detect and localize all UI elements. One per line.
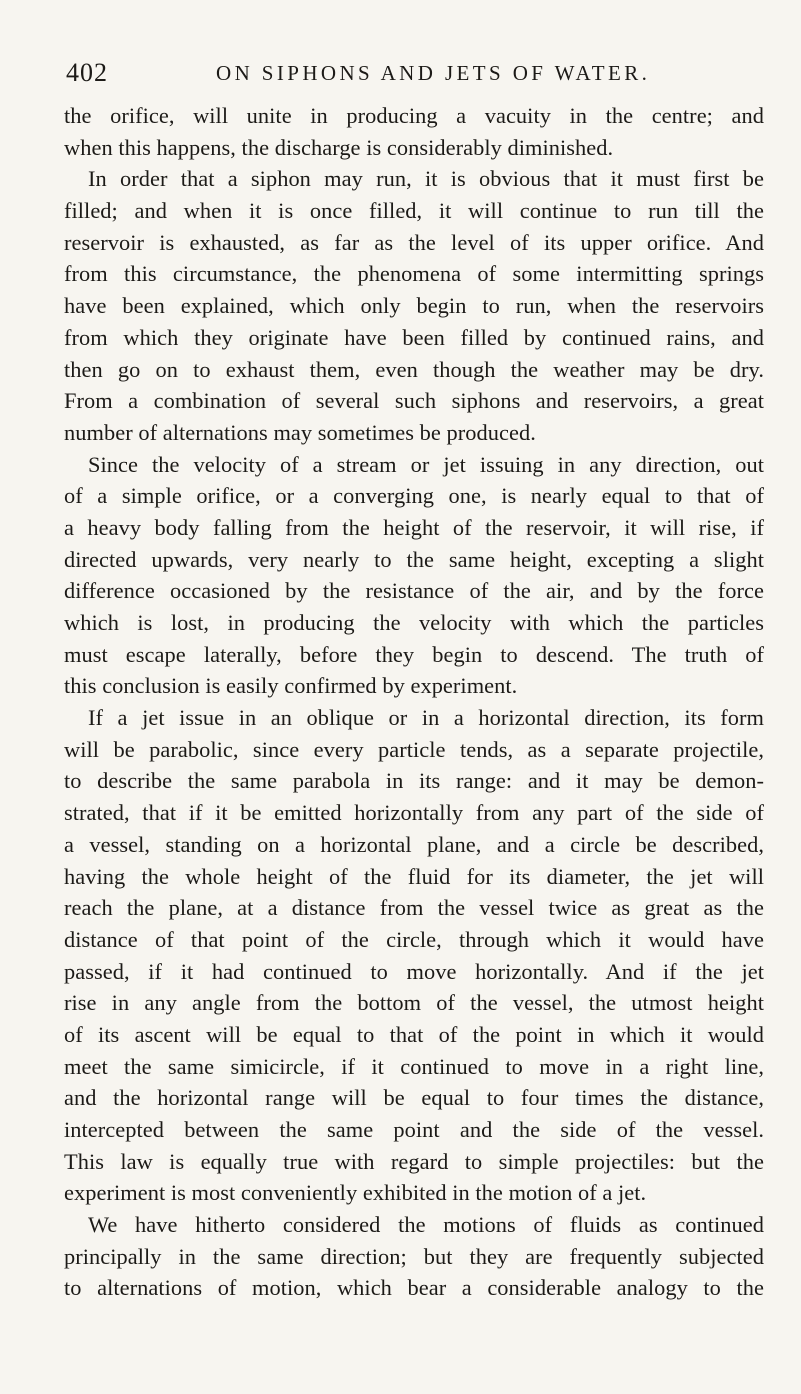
text-line: intercepted between the same point and the side of the vessel. — [64, 1117, 764, 1142]
text-line: having the whole height of the fluid for its diameter, the jet will — [64, 863, 764, 889]
text-line: will be parabolic, since every particle tends, as a separate projectile, — [64, 736, 764, 762]
text-line: This law is equally true with regard to simple projectiles: but the — [64, 1148, 764, 1174]
text-line: Since the velocity of a stream or jet issuing in any direction, out — [88, 451, 764, 477]
text-line: of a simple orifice, or a converging one, is nearly equal to that of — [64, 483, 764, 509]
text-line: from this circumstance, the phenomena of some intermitting springs — [64, 261, 764, 287]
text-line: filled; and when it is once filled, it will continue to run till the — [64, 198, 764, 224]
text-line: We have hitherto considered the motions of fluids as continued — [88, 1212, 764, 1238]
text-line: experiment is most conveniently exhibited in the motion of a jet. — [64, 1180, 647, 1206]
running-head-title: ON SIPHONS AND JETS OF WATER. — [216, 61, 651, 85]
running-head — [66, 58, 766, 92]
text-line: distance of that point of the circle, through which it would have — [64, 926, 764, 952]
text-line: from which they originate have been filled by continued rains, and — [64, 324, 764, 350]
text-line: number of alternations may sometimes be produced. — [64, 419, 536, 445]
body-text — [64, 100, 764, 1304]
text-line: and the horizontal range will be equal to four times the distance, — [64, 1085, 764, 1111]
text-line: a vessel, standing on a horizontal plane, and a circle be described, — [64, 831, 764, 857]
text-line: strated, that if it be emitted horizontally from any part of the side of — [64, 800, 764, 826]
text-line: of its ascent will be equal to that of the point in which it would — [64, 1021, 764, 1047]
text-line: In order that a siphon may run, it is obvious that it must first be — [88, 166, 764, 192]
text-line: passed, if it had continued to move horizontally. And if the jet — [64, 958, 764, 984]
text-line: reservoir is exhausted, as far as the level of its upper orifice. And — [64, 229, 764, 255]
text-line: a heavy body falling from the height of the reservoir, it will rise, if — [64, 514, 764, 540]
text-line: meet the same simicircle, if it continued to move in a right line, — [64, 1053, 764, 1079]
text-line: to alternations of motion, which bear a considerable analogy to the — [64, 1275, 764, 1301]
text-line: difference occasioned by the resistance of the air, and by the force — [64, 578, 764, 604]
text-line: If a jet issue in an oblique or in a horizontal direction, its form — [88, 705, 764, 731]
text-line: to describe the same parabola in its range: and it may be demon- — [64, 768, 764, 794]
text-line: reach the plane, at a distance from the vessel twice as great as the — [64, 895, 764, 921]
text-line: when this happens, the discharge is considerably diminished. — [64, 134, 614, 160]
text-line: must escape laterally, before they begin to descend. The truth of — [64, 641, 764, 667]
text-line: then go on to exhaust them, even though the weather may be dry. — [64, 356, 764, 382]
text-line: directed upwards, very nearly to the same height, excepting a slight — [64, 546, 764, 572]
text-line: rise in any angle from the bottom of the vessel, the utmost height — [64, 990, 764, 1016]
text-line: From a combination of several such siphons and reservoirs, a great — [64, 388, 764, 414]
text-line: have been explained, which only begin to run, when the reservoirs — [64, 293, 764, 319]
text-line: the orifice, will unite in producing a vacuity in the centre; and — [64, 103, 764, 128]
text-line: this conclusion is easily confirmed by experiment. — [64, 673, 518, 699]
page-number: 402 — [66, 58, 108, 87]
text-line: principally in the same direction; but they are frequently subjected — [64, 1243, 764, 1269]
text-line: which is lost, in producing the velocity with which the particles — [64, 610, 764, 635]
